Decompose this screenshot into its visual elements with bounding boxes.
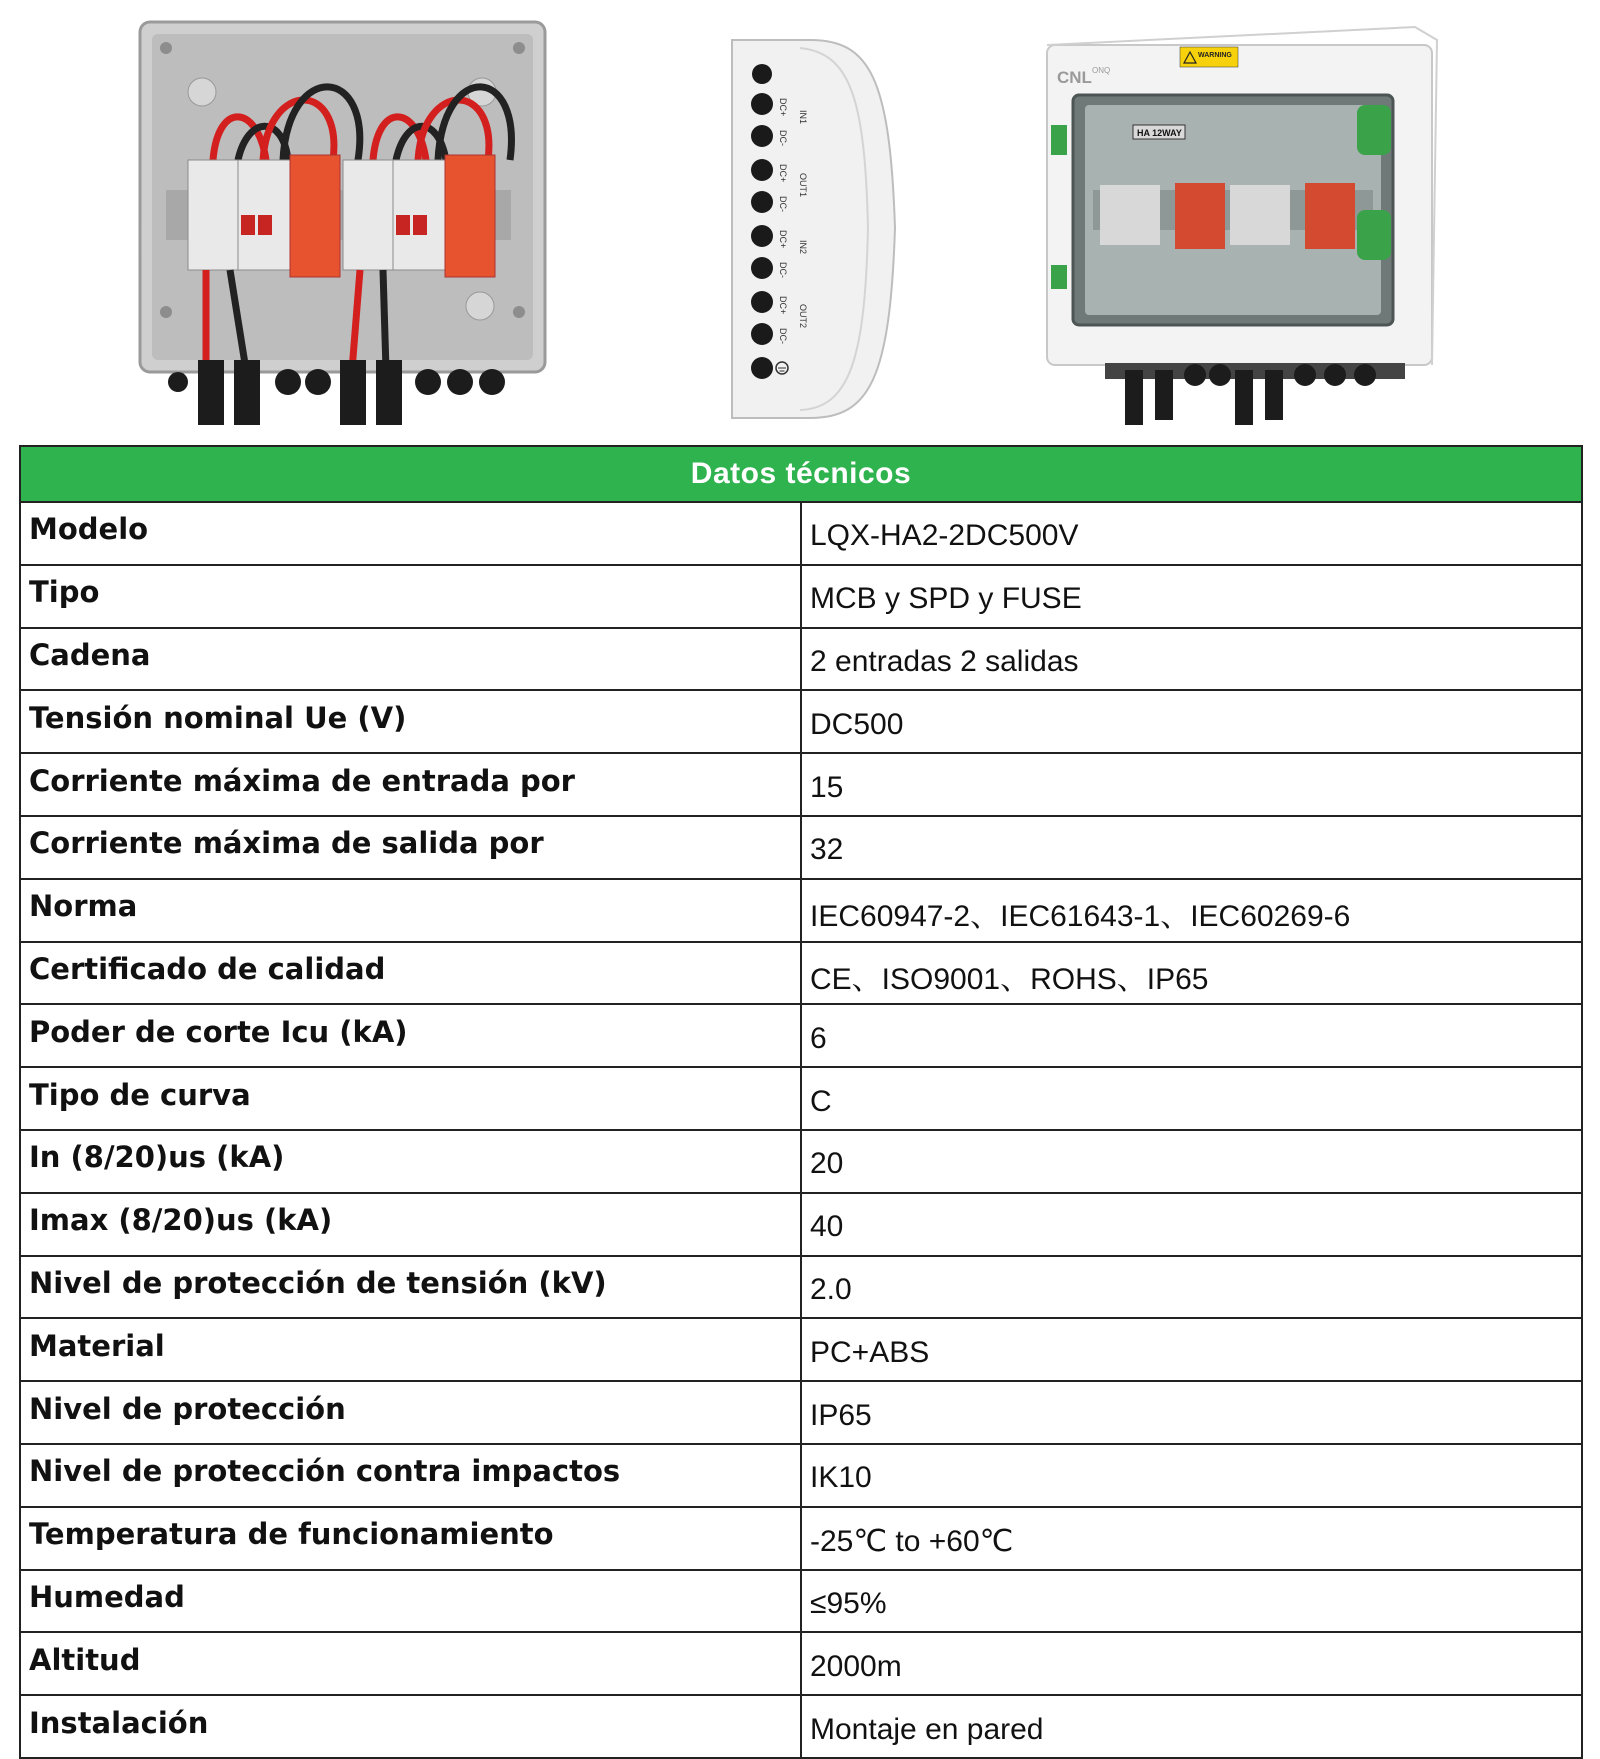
table-row <box>20 1004 1582 1067</box>
table-row <box>20 628 1582 691</box>
table-row <box>20 565 1582 628</box>
table-row <box>20 1318 1582 1381</box>
spec-label: Corriente máxima de entrada por <box>20 753 801 816</box>
spec-label: Nivel de protección contra impactos <box>20 1444 801 1507</box>
table-row <box>20 1130 1582 1193</box>
spec-label: Tipo de curva <box>20 1067 801 1130</box>
table-row <box>20 1444 1582 1507</box>
spec-label: Humedad <box>20 1570 801 1633</box>
spec-label: Nivel de protección <box>20 1381 801 1444</box>
group-label-out2: OUT2 <box>798 304 808 329</box>
spec-label: Corriente máxima de salida por <box>20 816 801 879</box>
spec-label: Material <box>20 1318 801 1381</box>
side-view-illustration <box>730 38 915 423</box>
spec-label: Poder de corte Icu (kA) <box>20 1004 801 1067</box>
spec-value: 2000m <box>801 1632 1582 1695</box>
spec-label: Imax (8/20)us (kA) <box>20 1193 801 1256</box>
spec-label: Tensión nominal Ue (V) <box>20 690 801 753</box>
table-row <box>20 1507 1582 1570</box>
table-row <box>20 1570 1582 1633</box>
open-combiner-box-photo <box>138 20 563 440</box>
spec-value: IEC60947-2、IEC61643-1、IEC60269-6 <box>801 879 1582 942</box>
connector-ports <box>751 93 773 379</box>
table-row <box>20 753 1582 816</box>
spec-value: 2.0 <box>801 1256 1582 1319</box>
spec-label: Cadena <box>20 628 801 691</box>
port-label-8: DC- <box>778 328 788 344</box>
table-row <box>20 1695 1582 1758</box>
spec-value: ≤95% <box>801 1570 1582 1633</box>
table-row <box>20 879 1582 942</box>
spec-label: In (8/20)us (kA) <box>20 1130 801 1193</box>
spec-value: -25℃ to +60℃ <box>801 1507 1582 1570</box>
spec-value: 32 <box>801 816 1582 879</box>
brand-logo-suffix: ONQ <box>1092 66 1111 75</box>
port-label-1: DC+ <box>778 98 788 117</box>
table-row <box>20 690 1582 753</box>
spec-label: Norma <box>20 879 801 942</box>
model-plate: HA 12WAY <box>1137 128 1182 138</box>
table-row <box>20 502 1582 565</box>
group-label-in1: IN1 <box>798 110 808 125</box>
spec-value: PC+ABS <box>801 1318 1582 1381</box>
spec-value: 6 <box>801 1004 1582 1067</box>
spec-table <box>19 445 1583 1759</box>
spec-value: 40 <box>801 1193 1582 1256</box>
spec-value: Montaje en pared <box>801 1695 1582 1758</box>
spec-label: Temperatura de funcionamiento <box>20 1507 801 1570</box>
spec-label: Tipo <box>20 565 801 628</box>
open-box-illustration <box>138 20 563 440</box>
spec-value: MCB y SPD y FUSE <box>801 565 1582 628</box>
spec-value: 2 entradas 2 salidas <box>801 628 1582 691</box>
port-label-4: DC- <box>778 196 788 212</box>
table-row <box>20 1193 1582 1256</box>
spec-label: Altitud <box>20 1632 801 1695</box>
spec-value: 15 <box>801 753 1582 816</box>
table-row <box>20 1067 1582 1130</box>
spec-value: IK10 <box>801 1444 1582 1507</box>
table-title: Datos técnicos <box>20 446 1582 502</box>
port-label-6: DC- <box>778 262 788 278</box>
spec-value: LQX-HA2-2DC500V <box>801 502 1582 565</box>
spec-value: DC500 <box>801 690 1582 753</box>
port-label-3: DC+ <box>778 164 788 183</box>
product-photos <box>0 0 1600 445</box>
port-label-2: DC- <box>778 130 788 146</box>
table-row <box>20 816 1582 879</box>
brand-logo: CNL <box>1057 68 1092 87</box>
warning-label: WARNING <box>1198 52 1232 59</box>
spec-value: CE、ISO9001、ROHS、IP65 <box>801 942 1582 1005</box>
table-row <box>20 1381 1582 1444</box>
spec-label: Nivel de protección de tensión (kV) <box>20 1256 801 1319</box>
closed-combiner-box-photo <box>1045 25 1465 435</box>
spec-label: Certificado de calidad <box>20 942 801 1005</box>
spec-value: IP65 <box>801 1381 1582 1444</box>
spec-label: Modelo <box>20 502 801 565</box>
table-row <box>20 942 1582 1005</box>
group-label-in2: IN2 <box>798 240 808 255</box>
spec-value: 20 <box>801 1130 1582 1193</box>
group-label-out1: OUT1 <box>798 173 808 198</box>
table-row <box>20 1632 1582 1695</box>
spec-value: C <box>801 1067 1582 1130</box>
port-label-7: DC+ <box>778 296 788 315</box>
table-row <box>20 1256 1582 1319</box>
port-label-5: DC+ <box>778 230 788 249</box>
spec-label: Instalación <box>20 1695 801 1758</box>
side-view-photo <box>730 38 915 423</box>
closed-box-illustration <box>1045 25 1465 435</box>
